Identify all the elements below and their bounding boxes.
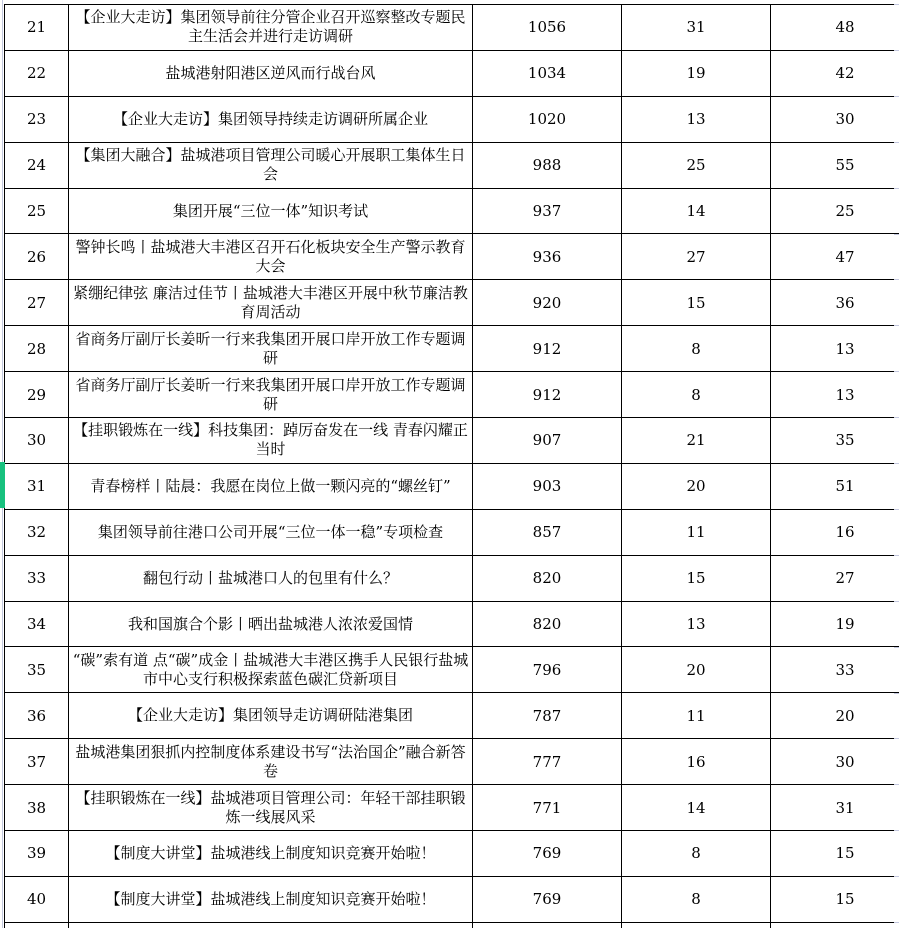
value-cell-2[interactable]: 14 [622,785,771,831]
title-cell[interactable]: 紧绷纪律弦 廉洁过佳节丨盐城港大丰港区开展中秋节廉洁教育周活动 [69,280,473,326]
value-cell-3[interactable]: 13 [771,326,899,372]
title-cell[interactable]: 盐城港射阳港区逆风而行战台风 [69,50,473,96]
right-gridline-stub [894,922,899,923]
table-row [5,280,899,326]
right-gridline-stub [894,188,899,189]
right-gridline-stub [894,876,899,877]
row-index-cell[interactable]: 29 [5,372,69,418]
value-cell-2[interactable]: 21 [622,418,771,464]
value-cell-1[interactable]: 1020 [473,96,622,142]
right-gridline-stub [894,601,899,602]
right-gridline-stub [894,234,899,235]
value-cell-1[interactable]: 796 [473,647,622,693]
value-cell-1[interactable]: 769 [473,831,622,877]
row-index-cell[interactable]: 40 [5,876,69,922]
title-cell[interactable]: 【企业大走访】集团领导走访调研陆港集团 [69,693,473,739]
value-cell-1[interactable]: 903 [473,463,622,509]
value-cell-1[interactable]: 920 [473,280,622,326]
title-cell[interactable]: 盐城港集团狠抓内控制度体系建设书写“法治国企”融合新答卷 [69,739,473,785]
value-cell-3[interactable]: 15 [771,876,899,922]
table-row [5,831,899,877]
right-gridline-stub [894,509,899,510]
table-row [5,5,899,51]
value-cell-2[interactable]: 8 [622,372,771,418]
title-cell[interactable]: 【集团大融合】盐城港项目管理公司暖心开展职工集体生日会 [69,142,473,188]
value-cell-1[interactable]: 771 [473,785,622,831]
value-cell-1[interactable]: 912 [473,326,622,372]
right-gridline-stub [894,371,899,372]
table-row [5,96,899,142]
spreadsheet-region [4,4,899,928]
title-cell[interactable]: 【挂职锻炼在一线】盐城港项目管理公司：年轻干部挂职锻炼一线展风采 [69,785,473,831]
title-cell[interactable]: 省商务厅副厅长姜昕一行来我集团开展口岸开放工作专题调研 [69,326,473,372]
value-cell-3[interactable]: 27 [771,555,899,601]
value-cell-3[interactable]: 30 [771,96,899,142]
title-cell[interactable]: 【企业大走访】集团领导前往分管企业召开巡察整改专题民主生活会并进行走访调研 [69,5,473,51]
value-cell-3[interactable]: 36 [771,280,899,326]
right-gridline-stub [894,50,899,51]
value-cell-2[interactable]: 8 [622,326,771,372]
value-cell-3[interactable]: 55 [771,142,899,188]
value-cell-3[interactable]: 31 [771,785,899,831]
value-cell-2[interactable]: 11 [622,509,771,555]
table-row [5,876,899,922]
value-cell-1[interactable]: 1034 [473,50,622,96]
value-cell-3[interactable]: 42 [771,50,899,96]
row-index-cell[interactable]: 36 [5,693,69,739]
value-cell-1[interactable]: 912 [473,372,622,418]
table-row [5,372,899,418]
right-gridline-stub [894,555,899,556]
table-row [5,739,899,785]
table-row [5,555,899,601]
right-gridline-stub [894,830,899,831]
value-cell-3[interactable]: 13 [771,372,899,418]
value-cell-2[interactable]: 11 [622,693,771,739]
title-cell[interactable]: 【制度大讲堂】盐城港线上制度知识竞赛开始啦！ [69,831,473,877]
right-gridline-stub [894,279,899,280]
right-gridline-stub [894,96,899,97]
right-gridline-stub [894,4,899,5]
title-cell[interactable]: 警钟长鸣丨盐城港大丰港区召开石化板块安全生产警示教育大会 [69,234,473,280]
value-cell-3[interactable]: 51 [771,463,899,509]
value-cell-2[interactable]: 15 [622,280,771,326]
value-cell-1[interactable]: 937 [473,188,622,234]
table-row [5,785,899,831]
value-cell-2[interactable]: 15 [622,555,771,601]
value-cell-1[interactable]: 777 [473,739,622,785]
value-cell-1[interactable]: 988 [473,142,622,188]
value-cell-3[interactable]: 30 [771,739,899,785]
value-cell-3[interactable]: 20 [771,693,899,739]
right-gridline-stub [894,142,899,143]
table-body [5,5,899,928]
row-index-cell[interactable]: 27 [5,280,69,326]
title-cell[interactable]: 【挂职锻炼在一线】科技集团：踔厉奋发在一线 青春闪耀正当时 [69,418,473,464]
row-index-cell[interactable]: 35 [5,647,69,693]
value-cell-2[interactable]: 13 [622,96,771,142]
title-cell[interactable]: 我和国旗合个影丨晒出盐城港人浓浓爱国情 [69,601,473,647]
table-row [5,50,899,96]
value-cell-1[interactable]: 936 [473,234,622,280]
value-cell-1[interactable] [473,922,622,928]
right-gridline-stub [894,693,899,694]
row-index-cell[interactable]: 26 [5,234,69,280]
row-index-cell[interactable]: 37 [5,739,69,785]
title-cell[interactable]: 【制度大讲堂】盐城港线上制度知识竞赛开始啦！ [69,876,473,922]
value-cell-3[interactable]: 33 [771,647,899,693]
row-index-cell[interactable]: 24 [5,142,69,188]
row-index-cell[interactable]: 32 [5,509,69,555]
title-cell[interactable] [69,922,473,928]
value-cell-3[interactable]: 48 [771,5,899,51]
table-row [5,693,899,739]
right-gridline-stub [894,417,899,418]
value-cell-1[interactable]: 1056 [473,5,622,51]
value-cell-2[interactable]: 20 [622,463,771,509]
value-cell-1[interactable]: 907 [473,418,622,464]
title-cell[interactable]: 【企业大走访】集团领导持续走访调研所属企业 [69,96,473,142]
value-cell-3[interactable] [771,922,899,928]
value-cell-3[interactable]: 25 [771,188,899,234]
row-index-cell[interactable]: 25 [5,188,69,234]
row-index-cell[interactable]: 31 [5,463,69,509]
partial-next-row [5,922,899,928]
row-index-cell[interactable]: 23 [5,96,69,142]
title-cell[interactable]: 集团领导前往港口公司开展“三位一体一稳”专项检查 [69,509,473,555]
value-cell-1[interactable]: 857 [473,509,622,555]
title-cell[interactable]: 翻包行动丨盐城港口人的包里有什么？ [69,555,473,601]
table-row [5,463,899,509]
value-cell-2[interactable]: 16 [622,739,771,785]
table-row [5,509,899,555]
value-cell-2[interactable]: 20 [622,647,771,693]
value-cell-3[interactable]: 16 [771,509,899,555]
value-cell-2[interactable]: 19 [622,50,771,96]
value-cell-2[interactable]: 27 [622,234,771,280]
value-cell-2[interactable] [622,922,771,928]
value-cell-3[interactable]: 47 [771,234,899,280]
row-index-cell[interactable]: 28 [5,326,69,372]
row-index-cell[interactable]: 22 [5,50,69,96]
right-gridline-stub [894,463,899,464]
right-gridline-stub [894,325,899,326]
row-index-cell[interactable]: 30 [5,418,69,464]
value-cell-2[interactable]: 31 [622,5,771,51]
table-row [5,647,899,693]
row-index-cell[interactable]: 21 [5,5,69,51]
value-cell-1[interactable]: 820 [473,555,622,601]
table-row [5,142,899,188]
row-index-cell[interactable]: 38 [5,785,69,831]
title-cell[interactable]: 集团开展“三位一体”知识考试 [69,188,473,234]
table-row [5,188,899,234]
value-cell-1[interactable]: 820 [473,601,622,647]
title-cell[interactable]: 青春榜样丨陆晨：我愿在岗位上做一颗闪亮的“螺丝钉” [69,463,473,509]
value-cell-3[interactable]: 19 [771,601,899,647]
value-cell-1[interactable]: 769 [473,876,622,922]
right-gridline-stub [894,738,899,739]
right-gridline-stub [894,784,899,785]
value-cell-2[interactable]: 13 [622,601,771,647]
value-cell-2[interactable]: 25 [622,142,771,188]
data-table [4,4,899,928]
row-index-cell[interactable]: 34 [5,601,69,647]
row-index-cell[interactable] [5,922,69,928]
value-cell-3[interactable]: 35 [771,418,899,464]
value-cell-2[interactable]: 8 [622,831,771,877]
value-cell-2[interactable]: 8 [622,876,771,922]
right-gridline-stub [894,647,899,648]
title-cell[interactable]: 省商务厅副厅长姜昕一行来我集团开展口岸开放工作专题调研 [69,372,473,418]
value-cell-3[interactable]: 15 [771,831,899,877]
row-index-cell[interactable]: 39 [5,831,69,877]
table-row [5,601,899,647]
table-row [5,234,899,280]
row-index-cell[interactable]: 33 [5,555,69,601]
row-selection-marker [0,462,5,508]
value-cell-2[interactable]: 14 [622,188,771,234]
table-row [5,418,899,464]
table-row [5,326,899,372]
value-cell-1[interactable]: 787 [473,693,622,739]
title-cell[interactable]: “碳”索有道 点“碳”成金丨盐城港大丰港区携手人民银行盐城市中心支行积极探索蓝色碳汇贷新项目 [69,647,473,693]
